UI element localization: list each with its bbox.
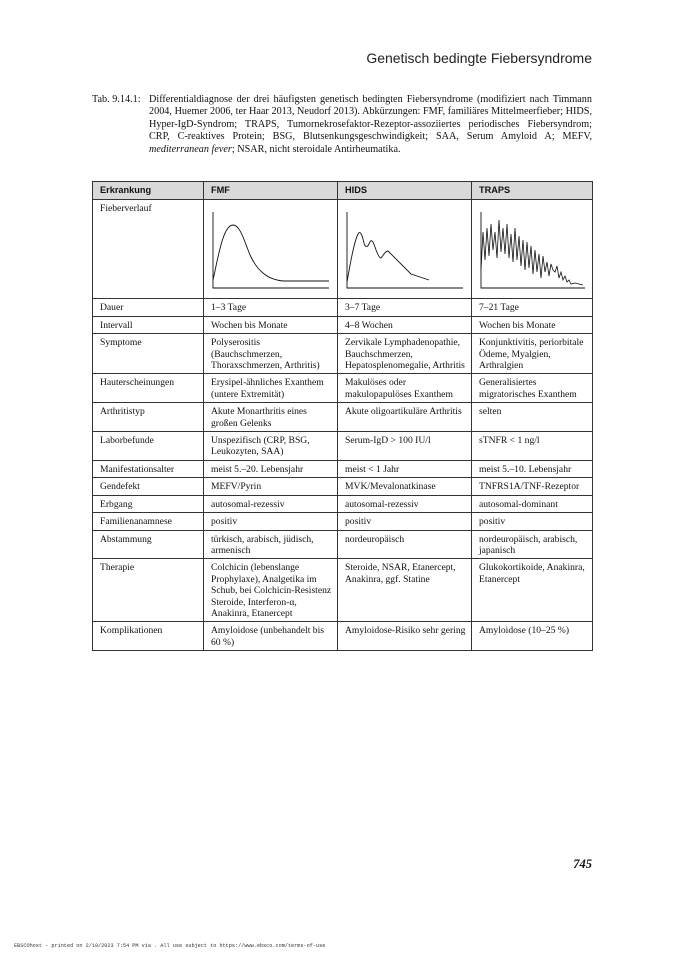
row-label: Arthritistyp: [93, 403, 204, 432]
traps-cell: Amyloidose (10–25 %): [472, 622, 593, 651]
print-footer: EBSCOhost - printed on 2/10/2023 7:54 PM via . All use subject to https://www.ebsco.com/terms-of-use: [14, 943, 326, 949]
table-row: [93, 495, 593, 512]
table-row: [93, 622, 593, 651]
table-row: [93, 530, 593, 559]
row-label: Symptome: [93, 334, 204, 374]
row-label: Familienanamnese: [93, 513, 204, 530]
fmf-cell: Erysipel-ähnliches Exanthem (untere Extremität): [204, 374, 338, 403]
hids-cell: nordeuropäisch: [338, 530, 472, 559]
fmf-curve-cell: [204, 200, 338, 299]
table-row: [93, 334, 593, 374]
table-row: [93, 374, 593, 403]
hids-cell: 4–8 Wochen: [338, 316, 472, 333]
row-label: Laborbefunde: [93, 432, 204, 461]
header-hids: HIDS: [338, 182, 472, 200]
fmf-cell: 1–3 Tage: [204, 299, 338, 316]
traps-cell: Glukokortikoide, Anakinra, Etanercept: [472, 559, 593, 622]
hids-cell: Serum-IgD > 100 IU/l: [338, 432, 472, 461]
hids-cell: Steroide, NSAR, Etanercept, Anakinra, ggf. Statine: [338, 559, 472, 622]
table-row: [93, 316, 593, 333]
table-header-row: [93, 182, 593, 200]
hids-cell: positiv: [338, 513, 472, 530]
traps-cell: 7–21 Tage: [472, 299, 593, 316]
table-row: [93, 299, 593, 316]
row-label: Dauer: [93, 299, 204, 316]
row-label: Therapie: [93, 559, 204, 622]
fmf-cell: Amyloidose (unbehandelt bis 60 %): [204, 622, 338, 651]
fmf-cell: MEFV/Pyrin: [204, 478, 338, 495]
row-label: Hauterscheinungen: [93, 374, 204, 403]
traps-cell: sTNFR < 1 ng/l: [472, 432, 593, 461]
hids-cell: Akute oligoartikuläre Arthritis: [338, 403, 472, 432]
traps-cell: nordeuropäisch, arabisch, japanisch: [472, 530, 593, 559]
fmf-cell: Colchicin (lebenslange Prophylaxe), Analgetika im Schub, bei Colchicin-Resistenz Steroide, Interferon-α, Anakinra, Etanercept: [204, 559, 338, 622]
traps-cell: autosomal-dominant: [472, 495, 593, 512]
page-number: 745: [573, 857, 592, 871]
table-number: Tab. 9.14.1:: [92, 94, 141, 105]
running-head: Genetisch bedingte Fiebersyndrome: [366, 50, 592, 66]
row-label: Gendefekt: [93, 478, 204, 495]
table-row: [93, 460, 593, 477]
hids-cell: Amyloidose-Risiko sehr gering: [338, 622, 472, 651]
row-label: Komplikationen: [93, 622, 204, 651]
header-fmf: FMF: [204, 182, 338, 200]
fmf-cell: Polyserositis (Bauchschmerzen, Thoraxschmerzen, Arthritis): [204, 334, 338, 374]
table-caption: [92, 94, 592, 156]
fmf-fever-curve-icon: [211, 210, 329, 290]
table-row: [93, 403, 593, 432]
hids-fever-curve-icon: [345, 210, 463, 290]
hids-cell: meist < 1 Jahr: [338, 460, 472, 477]
fmf-cell: Akute Monarthritis eines großen Gelenks: [204, 403, 338, 432]
traps-cell: meist 5.–10. Lebensjahr: [472, 460, 593, 477]
fmf-cell: Wochen bis Monate: [204, 316, 338, 333]
hids-cell: 3–7 Tage: [338, 299, 472, 316]
traps-cell: TNFRS1A/TNF-Rezeptor: [472, 478, 593, 495]
traps-cell: positiv: [472, 513, 593, 530]
hids-cell: MVK/Mevalonatkinase: [338, 478, 472, 495]
row-label: Fieberverlauf: [93, 200, 204, 299]
caption-text-end: ; NSAR, nicht steroidale Antirheumatika.: [231, 143, 401, 155]
row-label: Intervall: [93, 316, 204, 333]
caption-text-part: Differentialdiagnose der drei häufigsten genetisch bedingten Fiebersyndrome (modifiziert nach Timmann 2004, Huemer 2006, ter Haar 2013, Neudorf 2013). Abkürzungen: FMF, familiäres Mittelmeerfieber; HIDS, Hyper-IgD-Syndrom; TRAPS, Tumornekrosefaktor-Rezeptor-assoziiertes periodisches Fiebersyndrom; CRP, C-reaktives Protein; BSG, Blutsenkungsgeschwindigkeit; SAA, Serum Amyloid A; MEFV,: [149, 94, 592, 143]
fever-curve-row: [93, 200, 593, 299]
traps-cell: Wochen bis Monate: [472, 316, 593, 333]
traps-cell: selten: [472, 403, 593, 432]
fmf-cell: Unspezifisch (CRP, BSG, Leukozyten, SAA): [204, 432, 338, 461]
fmf-cell: positiv: [204, 513, 338, 530]
table-row: [93, 432, 593, 461]
table-row: [93, 513, 593, 530]
traps-fever-curve-icon: [479, 210, 585, 290]
table-row: [93, 559, 593, 622]
table-row: [93, 478, 593, 495]
traps-curve-cell: [472, 200, 593, 299]
row-label: Manifestationsalter: [93, 460, 204, 477]
caption-text: [149, 94, 592, 156]
fmf-cell: autosomal-rezessiv: [204, 495, 338, 512]
header-traps: TRAPS: [472, 182, 593, 200]
hids-cell: Makulöses oder makulopapulöses Exanthem: [338, 374, 472, 403]
row-label: Erbgang: [93, 495, 204, 512]
differential-diagnosis-table: [92, 181, 593, 651]
traps-cell: Generalisiertes migratorisches Exanthem: [472, 374, 593, 403]
caption-italic-term: mediterranean fever: [149, 143, 232, 155]
hids-cell: Zervikale Lymphadenopathie, Bauchschmerzen, Hepatosplenomegalie, Arthritis: [338, 334, 472, 374]
row-label: Abstammung: [93, 530, 204, 559]
traps-cell: Konjunktivitis, periorbitale Ödeme, Myalgien, Arthralgien: [472, 334, 593, 374]
hids-curve-cell: [338, 200, 472, 299]
header-erkrankung: Erkrankung: [93, 182, 204, 200]
fmf-cell: meist 5.–20. Lebensjahr: [204, 460, 338, 477]
hids-cell: autosomal-rezessiv: [338, 495, 472, 512]
fmf-cell: türkisch, arabisch, jüdisch, armenisch: [204, 530, 338, 559]
